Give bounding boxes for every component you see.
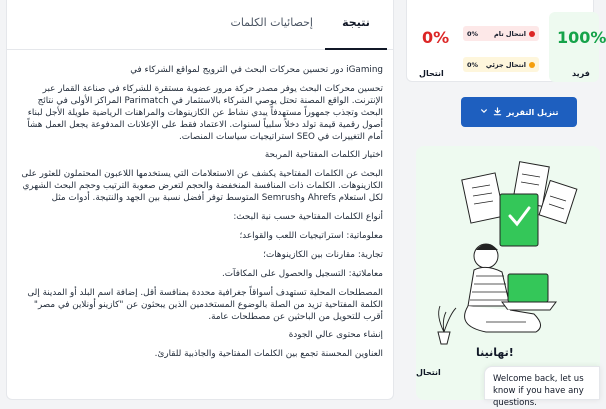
paragraph: إنشاء محتوى عالي الجودة [288, 330, 383, 341]
paragraph: المصطلحات المحلية تستهدف أسواقاً جغرافية محددة بمنافسة أقل. إضافة اسم البلد أو المدينة إلى الكلمة المفتاحية تزيد من الصلة بالوضوع المستخدمين الذين يبحثون عن "كازينو أونلاين في مصر" أقرب للتحويل من الباحثين عن مصطلحات عامة. [27, 287, 383, 322]
yellow-dot-icon [529, 62, 535, 68]
result-panel [6, 0, 394, 400]
partial-plagiarism-label: انتحال جزئي [485, 60, 526, 69]
unique-percent: 100% [557, 28, 606, 47]
paragraph: البحث عن الكلمات المفتاحية يكشف عن الاستعلامات التي يستخدمها اللاعبون المحتملون للعثور على الكازينوهات. الكلمات ذات المنافسة المنخفضة والحجم لتعرض صعوبة الترتيب وحجم البحث الشهري لكل استعلام Ahrefs وSemrush المتوسط توفر أفضل نسبة بين الجهد والنتيجة. أدوات مثل [21, 169, 383, 204]
full-plagiarism-label: انتحال تام [494, 29, 526, 38]
paragraph: اختيار الكلمات المفتاحية المربحة [264, 150, 383, 161]
tab-bar [7, 0, 393, 50]
right-sidebar [406, 0, 606, 400]
tab-result[interactable]: نتيجة [325, 0, 387, 49]
unique-label: فريد [572, 69, 590, 78]
chevron-down-icon [480, 107, 488, 117]
chat-message: Welcome back, let us know if you have any questions. [493, 374, 584, 408]
tab-keyword-stats[interactable]: إحصائيات الكلمات [230, 16, 313, 29]
full-plagiarism-percent: 0% [467, 29, 479, 38]
plagiarism-label: انتحال [419, 69, 444, 78]
download-icon [493, 107, 502, 118]
plagiarism-percent: 0% [422, 28, 450, 47]
download-report-label: تنزيل التقرير [506, 107, 559, 117]
plagiarism-caption: انتحال [416, 368, 441, 377]
paragraph: العناوين المحسنة تجمع بين الكلمات المفتاحية والجاذبية للقارئ. [154, 349, 383, 360]
congrats-illustration-card [416, 146, 600, 400]
paragraph: معلوماتية: استراتيجيات اللعب والقواعد؛ [239, 230, 383, 241]
congrats-heading: !تهانينا [476, 346, 514, 359]
partial-plagiarism-percent: 0% [467, 60, 479, 69]
paragraph: iGaming دور تحسين محركات البحث في الترويج لمواقع الشركاء في [130, 65, 383, 75]
article-text [7, 50, 393, 400]
paragraph: تجارية: مقارنات بين الكازينوهات؛ [263, 249, 383, 260]
person-with-documents-illustration [416, 146, 600, 346]
chat-welcome-bubble[interactable] [484, 366, 600, 408]
paragraph: أنواع الكلمات المفتاحية حسب نية البحث: [233, 212, 383, 223]
red-dot-icon [529, 31, 535, 37]
download-report-button[interactable] [461, 97, 577, 127]
plagiarism-stats-card [406, 0, 606, 82]
full-plagiarism-pill [463, 26, 539, 41]
partial-plagiarism-pill [463, 57, 539, 72]
paragraph: تحسين محركات البحث يوفر مصدر حركة مرور عضوية مستقرة للشركاء في صناعة القمار عبر الإنترنت. الواقع المصنة تحتل يوصي الشركاء بالاستثمار في Parimatch المراكز الأولى في نتائج البحث وتجذب جمهوراً مستهدفاً يبدي نشاط عن الكازينوهات والمراهنات الرياضية طويلة الأجل لبناء أصول رقمية قيمة تولد دخلاً سلبياً لسنوات. الاعتماد فقط على الإعلانات المدفوعة يجعل العمل هشاً أمام التغييرات في SEO استراتيجيات سياسات المنصات. [27, 83, 383, 142]
paragraph: معاملاتية: التسجيل والحصول على المكافآت. [221, 268, 383, 279]
